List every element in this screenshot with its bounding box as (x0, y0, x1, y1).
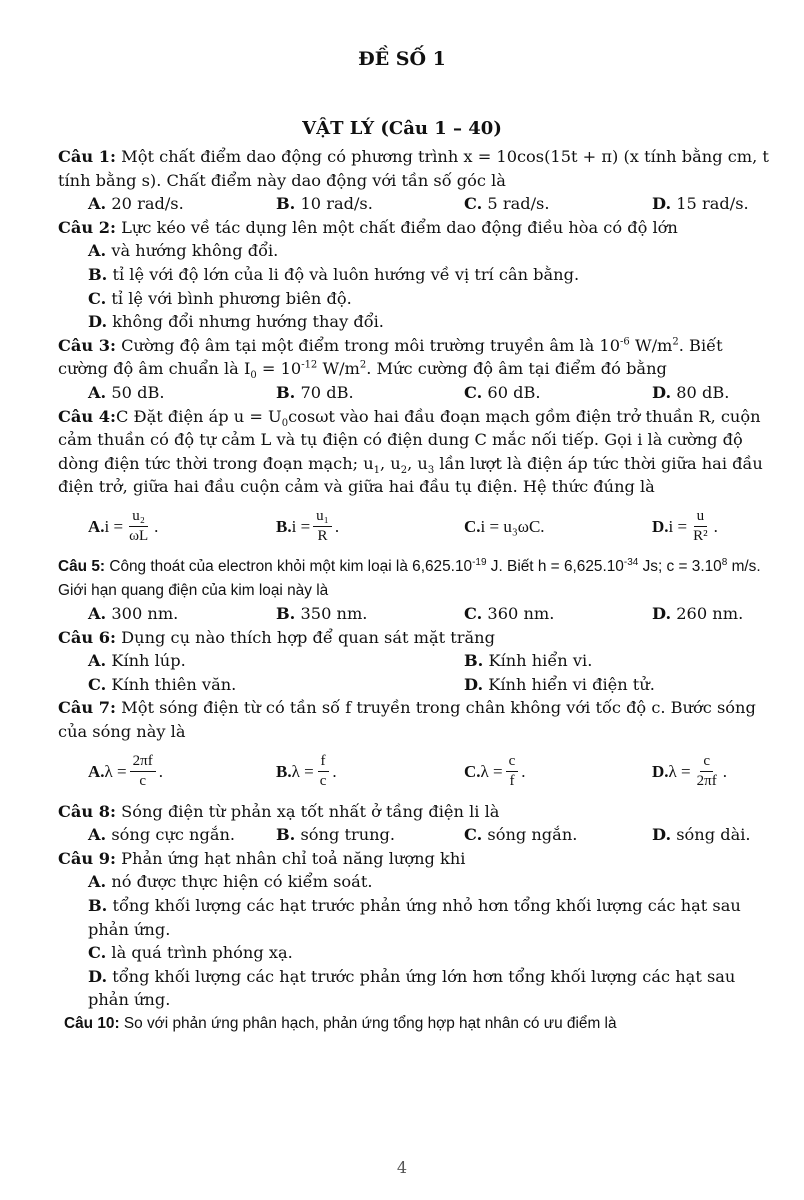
question-3: Câu 3: Cường độ âm tại một điểm trong môi trường truyền âm là $10^{-6}$ $W/m^2$. Biết cường độ âm chuẩn là $I_0 = 10^{-12}$ $W/m^2$. Mức cường độ âm tại điểm đó bằng (58, 335, 723, 382)
question-9: Câu 9: Phản ứng hạt nhân chỉ toả năng lượng khi (58, 848, 466, 868)
option-c: C. i = u₃ωC. (464, 517, 545, 537)
question-5: Câu 5: Công thoát của electron khỏi một kim loại là $6,625.10^{-19}$ J. Biết $h = 6,625.10^{-34}$ Js; $c = 3.10^8$ m/s. Giới hạn quang điện của kim loại này là (58, 556, 761, 599)
question-6: Câu 6: Dụng cụ nào thích hợp để quan sát mặt trăng (58, 627, 495, 647)
question-1-options (58, 192, 774, 216)
option-a: A. sóng cực ngắn. (88, 825, 236, 845)
page-title: ĐỀ SỐ 1 (358, 48, 446, 70)
question-2-options (58, 239, 774, 333)
option-b: B. sóng trung. (276, 825, 396, 845)
option-c: C. λ = $\frac{c}{f}$ . (464, 753, 526, 790)
option-d: D. 15 rad/s. (652, 194, 749, 214)
option-a: A. 300 nm. (88, 604, 179, 624)
option-a: A. nó được thực hiện có kiểm soát. (88, 872, 373, 892)
subject-heading: VẬT LÝ (Câu 1 – 40) (302, 118, 502, 139)
option-b: B. 70 dB. (276, 382, 354, 402)
question-1: Câu 1: Một chất điểm dao động có phương trình x = 10cos(15t + π) (x tính bằng cm, t tính bằng s). Chất điểm này dao động với tần số góc là (58, 147, 769, 190)
fraction: $\frac{2\pi f}{c}$ (130, 752, 156, 791)
page-number: 4 (396, 1158, 408, 1177)
option-a: A. 20 rad/s. (88, 194, 184, 214)
option-a: A. 50 dB. (88, 382, 165, 402)
option-c: C. 360 nm. (464, 604, 555, 624)
question-7-options (58, 746, 774, 798)
fraction: $\frac{c}{2\pi f}$ (696, 753, 717, 790)
option-d: D. 80 dB. (652, 382, 730, 402)
question-list (58, 145, 774, 1036)
question-7: Câu 7: Một sóng điện từ có tần số f truyền trong chân không với tốc độ c. Bước sóng của sóng này là (58, 698, 756, 742)
option-d: D. không đổi nhưng hướng thay đổi. (88, 312, 384, 332)
option-c: C. 60 dB. (464, 382, 541, 402)
question-2: Câu 2: Lực kéo về tác dụng lên một chất điểm dao động điều hòa có độ lớn (58, 217, 678, 237)
option-c: C. Kính thiên văn. (88, 674, 237, 694)
question-9-options (58, 870, 774, 1012)
option-a: A. λ = $\frac{2\pi f}{c}$ . (88, 753, 163, 790)
option-a: A. và hướng không đổi. (88, 241, 279, 261)
option-d: D. λ = $\frac{c}{2\pi f}$ . (652, 753, 727, 790)
option-d: D. tổng khối lượng các hạt trước phản ứng lớn hơn tổng khối lượng các hạt sau phản ứng. (88, 966, 736, 1010)
option-b: B. Kính hiển vi. (464, 651, 593, 671)
question-8: Câu 8: Sóng điện từ phản xạ tốt nhất ở tầng điện li là (58, 801, 500, 821)
option-d: D. Kính hiển vi điện tử. (464, 674, 655, 694)
question-5-options (58, 602, 774, 626)
question-6-options-row-2 (58, 673, 774, 697)
option-c: C. là quá trình phóng xạ. (88, 943, 293, 963)
fraction: $\frac{f}{c}$ (317, 752, 330, 791)
option-c: C. sóng ngắn. (464, 825, 578, 845)
option-b: B. tổng khối lượng các hạt trước phản ứng nhỏ hơn tổng khối lượng các hạt sau phản ứng. (88, 896, 741, 939)
option-d: D. i = $\frac{u}{\text{R²}}$ . (652, 508, 718, 545)
option-c: C. 5 rad/s. (464, 194, 550, 214)
option-b: B. tỉ lệ với độ lớn của li độ và luôn hướng về vị trí cân bằng. (88, 264, 580, 284)
option-c: C. tỉ lệ với bình phương biên độ. (88, 288, 352, 308)
fraction: $\frac{\text{u₂}}{\omega L}$ (129, 508, 149, 545)
option-a: A. Kính lúp. (88, 651, 186, 671)
fraction: $\frac{u}{\text{R²}}$ (693, 508, 708, 545)
option-b: B. 350 nm. (276, 604, 368, 624)
fraction: $\frac{c}{f}$ (506, 752, 519, 791)
option-b: B. i = $\frac{\text{u₁}}{R}$ . (276, 508, 340, 545)
question-6-options-row-1 (58, 649, 774, 673)
option-b: B. λ = $\frac{f}{c}$ . (276, 753, 337, 790)
question-4: Câu 4:C Đặt điện áp $u = U_0\cos\omega t$ vào hai đầu đoạn mạch gồm điện trở thuần R, cuộn cảm thuần có độ tự cảm L và tụ điện có điện dung C mắc nối tiếp. Gọi i là cường độ dòng điện tức thời trong đoạn mạch; $u_1$, $u_2$, $u_3$ lần lượt là điện áp tức thời giữa hai đầu điện trở, giữa hai đầu cuộn cảm và giữa hai đầu tụ điện. Hệ thức đúng là (58, 406, 763, 497)
question-10: Câu 10: So với phản ứng phân hạch, phản ứng tổng hợp hạt nhân có ưu điểm là (64, 1015, 617, 1032)
question-8-options (58, 823, 774, 847)
option-b: B. 10 rad/s. (276, 194, 373, 214)
option-d: D. sóng dài. (652, 825, 751, 845)
question-3-options (58, 381, 774, 405)
question-4-options (58, 501, 774, 553)
option-d: D. 260 nm. (652, 604, 744, 624)
fraction: $\frac{\text{u₁}}{R}$ (313, 507, 332, 546)
option-a: A. i = $\frac{\text{u₂}}{\omega L}$ . (88, 508, 159, 545)
